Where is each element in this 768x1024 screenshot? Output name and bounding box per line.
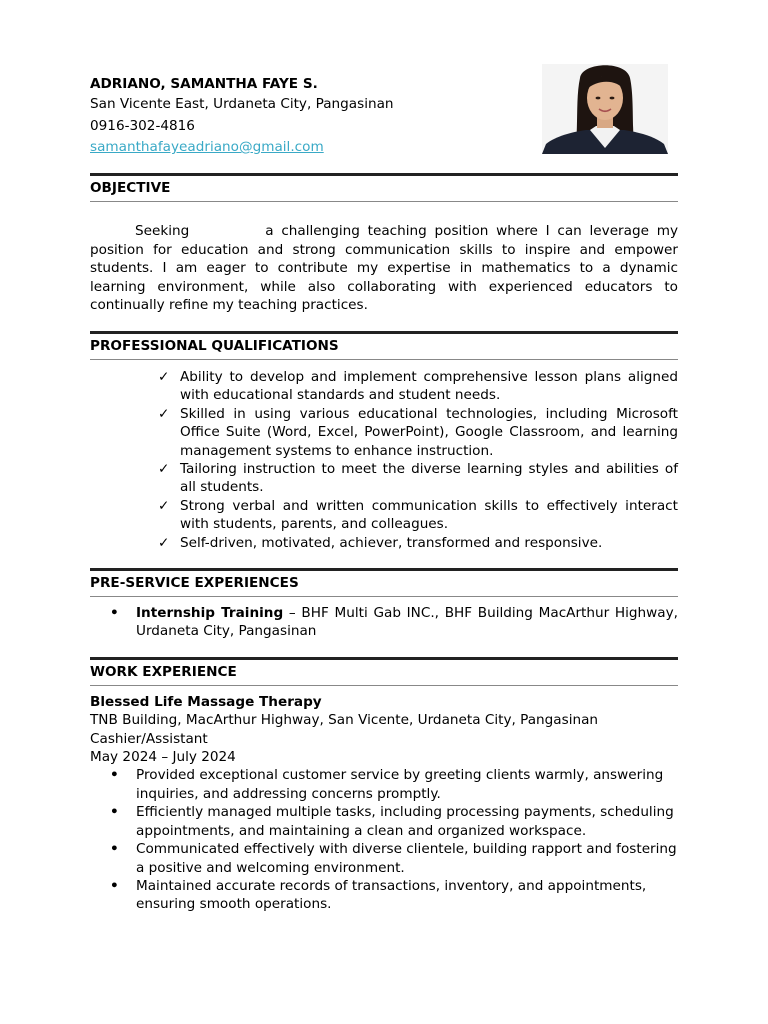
- list-item: ✓ Strong verbal and written communication skills to effectively interact with students, parents, and colleagues.: [158, 497, 678, 533]
- list-item: • Maintained accurate records of transactions, inventory, and appointments, ensuring smooth operations.: [110, 877, 647, 913]
- list-item: • Communicated effectively with diverse clientele, building rapport and fostering a positive and welcoming environment.: [110, 841, 677, 876]
- objective-first-word: Seeking: [135, 223, 190, 239]
- company-name: Blessed Life Massage Therapy: [90, 693, 322, 710]
- checkmark-icon: ✓: [158, 497, 170, 514]
- address: San Vicente East, Urdaneta City, Pangasinan: [90, 96, 394, 112]
- qualifications-list: [90, 368, 678, 552]
- internship-title: Internship Training: [136, 605, 284, 622]
- list-item: ✓ Tailoring instruction to meet the diverse learning styles and abilities of all students.: [158, 461, 678, 496]
- checkmark-icon: ✓: [158, 534, 170, 551]
- objective-text: a challenging teaching position where I can leverage my position for education and strong communication skills to inspire and empower students. I am eager to contribute my expertise in mathematics to a dynamic learning environment, while also collaborating with experienced educators to continually refine my teaching practices.: [90, 223, 678, 314]
- internship-detail: – BHF Multi Gab INC., BHF Building MacArthur Highway, Urdaneta City, Pangasinan: [136, 605, 678, 640]
- bullet-icon: •: [110, 605, 119, 622]
- bullet-icon: •: [110, 767, 119, 784]
- bullet-icon: •: [110, 804, 119, 821]
- resume-header: [90, 0, 678, 160]
- preservice-list: [90, 604, 678, 641]
- list-item: • Efficiently managed multiple tasks, including processing payments, scheduling appointments, and maintaining a clean and organized workspace.: [110, 804, 674, 839]
- work-heading: WORK EXPERIENCE: [90, 657, 678, 686]
- checkmark-icon: ✓: [158, 405, 170, 422]
- profile-photo: [542, 64, 668, 154]
- work-duties-list: [90, 766, 678, 913]
- checkmark-icon: ✓: [158, 368, 170, 385]
- checkmark-icon: ✓: [158, 461, 170, 477]
- preservice-heading: PRE-SERVICE EXPERIENCES: [90, 568, 678, 597]
- applicant-name: ADRIANO, SAMANTHA FAYE S.: [90, 76, 318, 92]
- list-item: • Provided exceptional customer service by greeting clients warmly, answering inquiries, and addressing concerns promptly.: [110, 767, 664, 802]
- resume-page: [90, 0, 678, 914]
- company-location: TNB Building, MacArthur Highway, San Vicente, Urdaneta City, Pangasinan: [90, 712, 599, 729]
- list-item: [110, 604, 678, 641]
- list-item: ✓ Ability to develop and implement comprehensive lesson plans aligned with educational standards and student needs.: [158, 368, 678, 404]
- objective-paragraph: [90, 222, 678, 315]
- objective-heading: OBJECTIVE: [90, 173, 678, 202]
- email-link[interactable]: samanthafayeadriano@gmail.com: [90, 139, 324, 155]
- list-item: ✓ Skilled in using various educational technologies, including Microsoft Office Suite (Word, Excel, PowerPoint), Google Classroom, and learning management systems to enhance instruction.: [158, 405, 678, 459]
- job-dates: May 2024 – July 2024: [90, 749, 236, 766]
- bullet-icon: •: [110, 841, 119, 858]
- job-role: Cashier/Assistant: [90, 730, 208, 747]
- phone-number: 0916-302-4816: [90, 118, 195, 134]
- qualifications-heading: PROFESSIONAL QUALIFICATIONS: [90, 331, 678, 360]
- bullet-icon: •: [110, 877, 119, 894]
- list-item: ✓ Self-driven, motivated, achiever, transformed and responsive.: [158, 534, 603, 551]
